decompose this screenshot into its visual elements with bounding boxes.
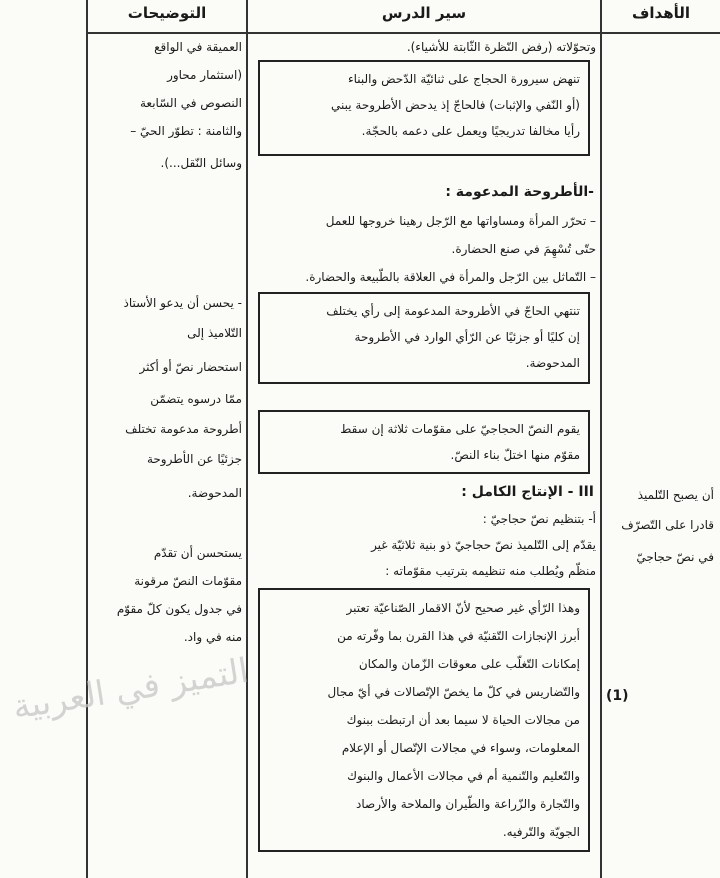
expl-line: والثامنة : تطوّر الحيّ – — [130, 124, 242, 138]
lesson-box-sample-text — [258, 588, 590, 852]
expl-line: - يحسن أن يدعو الأستاذ — [123, 296, 242, 310]
expl-line: منه في واد. — [183, 630, 242, 644]
supported-thesis-heading: -الأطروحة المدعومة : — [445, 184, 594, 200]
header-objectives: الأهداف — [631, 4, 691, 22]
expl-line: ممّا درسوه يتضمّن — [150, 392, 242, 406]
border-col2 — [600, 0, 602, 878]
lesson-box-supported-thesis — [258, 292, 590, 384]
objective-marker: (1) — [606, 688, 629, 704]
expl-line: (استثمار محاور — [167, 68, 242, 82]
expl-line: مقوّمات النصّ مرقونة — [134, 574, 242, 588]
sub-a-line: أ- بتنظيم نصّ حجاجيّ : — [482, 512, 596, 526]
objective-line: قادرا على التّصرّف — [621, 518, 714, 532]
box-line: والتّعليم والتّنمية أم في مجالات الأعمال والبنوك — [347, 769, 580, 783]
objective-line: في نصّ حجاجيّ — [636, 550, 714, 564]
box-line: (أو النّفي والإثبات) فالحاجّ إذ يدحض الأطروحة يبني — [331, 98, 580, 112]
box-line: تنتهي الحاجّ في الأطروحة المدعومة إلى رأي يختلف — [326, 304, 580, 318]
box-line: والتّضاريس في كلّ ما يخصّ الإتّصالات في أيّ مجال — [327, 685, 580, 699]
expl-line: استحضار نصّ أو أكثر — [139, 360, 242, 374]
header-lesson: سير الدرس — [381, 4, 467, 22]
box-line: أبرز الإنجازات التّقنيّة في هذا القرن بما وفّرته من — [337, 629, 580, 643]
box-line: رأيا مخالفا تدريجيًا ويعمل على دعمه بالحجّة. — [361, 124, 580, 138]
box-line: إمكانات التّغلّب على معوقات الزّمان والمكان — [358, 657, 580, 671]
box-line: يقوم النصّ الحجاجيّ على مقوّمات ثلاثة إن سقط — [340, 422, 580, 436]
section-3-heading: III - الإنتاج الكامل : — [461, 484, 594, 500]
lesson-box-argument-process — [258, 60, 590, 156]
supported-line: – التّماثل بين الرّجل والمرأة في العلاقة بالطّبيعة والحضارة. — [305, 270, 596, 284]
border-left — [86, 0, 88, 878]
expl-line: أطروحة مدعومة تختلف — [125, 422, 242, 436]
box-line: تنهض سيرورة الحجاج على ثنائيّة الدّحض والبناء — [347, 72, 580, 86]
sub-line: منظّم ويُطلب منه تنظيمه بترتيب مقوّماته : — [385, 564, 596, 578]
box-line: مقوّم منها اختلّ بناء النصّ. — [450, 448, 580, 462]
objective-line: أن يصبح التّلميذ — [637, 488, 714, 502]
expl-line: النصوص في السّابعة — [139, 96, 242, 110]
expl-line: جزئيًا عن الأطروحة — [146, 452, 242, 466]
box-line: إن كليًا أو جزئيًا عن الرّأي الوارد في الأطروحة — [354, 330, 580, 344]
watermark-text: التميز في العربية — [10, 650, 252, 728]
expl-line: في جدول يكون كلّ مقوّم — [116, 602, 242, 616]
box-line: الجويّة والتّرفيه. — [502, 825, 580, 839]
header-divider — [86, 32, 720, 34]
box-line: والتّجارة والزّراعة والطّيران والملاحة والأرصاد — [356, 797, 580, 811]
box-line: من مجالات الحياة لا سيما بعد أن ارتبطت ببنوك — [346, 713, 580, 727]
border-col1 — [246, 0, 248, 878]
box-line: المدحوضة. — [525, 356, 580, 370]
expl-line: العميقة في الواقع — [154, 40, 242, 54]
lesson-box-components — [258, 410, 590, 474]
box-line: المعلومات، وسواء في مجالات الإتّصال أو الإعلام — [341, 741, 580, 755]
expl-line: وسائل النّقل...). — [160, 156, 242, 170]
expl-line: المدحوضة. — [187, 486, 242, 500]
lesson-intro-line: وتحوّلاته (رفض النّظرة الثّابتة للأشياء). — [406, 40, 596, 54]
supported-line: حتّى تُسْهِمَ في صنع الحضارة. — [451, 242, 596, 256]
sub-line: يقدّم إلى التّلميذ نصّ حجاجيّ ذو بنية ثلاثيّة غير — [371, 538, 596, 552]
supported-line: – تحرّر المرأة ومساواتها مع الرّجل رهينا خروجها للعمل — [325, 214, 596, 228]
box-line: وهذا الرّأي غير صحيح لأنّ الاقمار الصّناعيّة تعتبر — [346, 601, 580, 615]
header-explanations: التوضيحات — [127, 4, 207, 22]
expl-line: التّلاميذ إلى — [187, 326, 242, 340]
expl-line: يستحسن أن تقدّم — [153, 546, 242, 560]
